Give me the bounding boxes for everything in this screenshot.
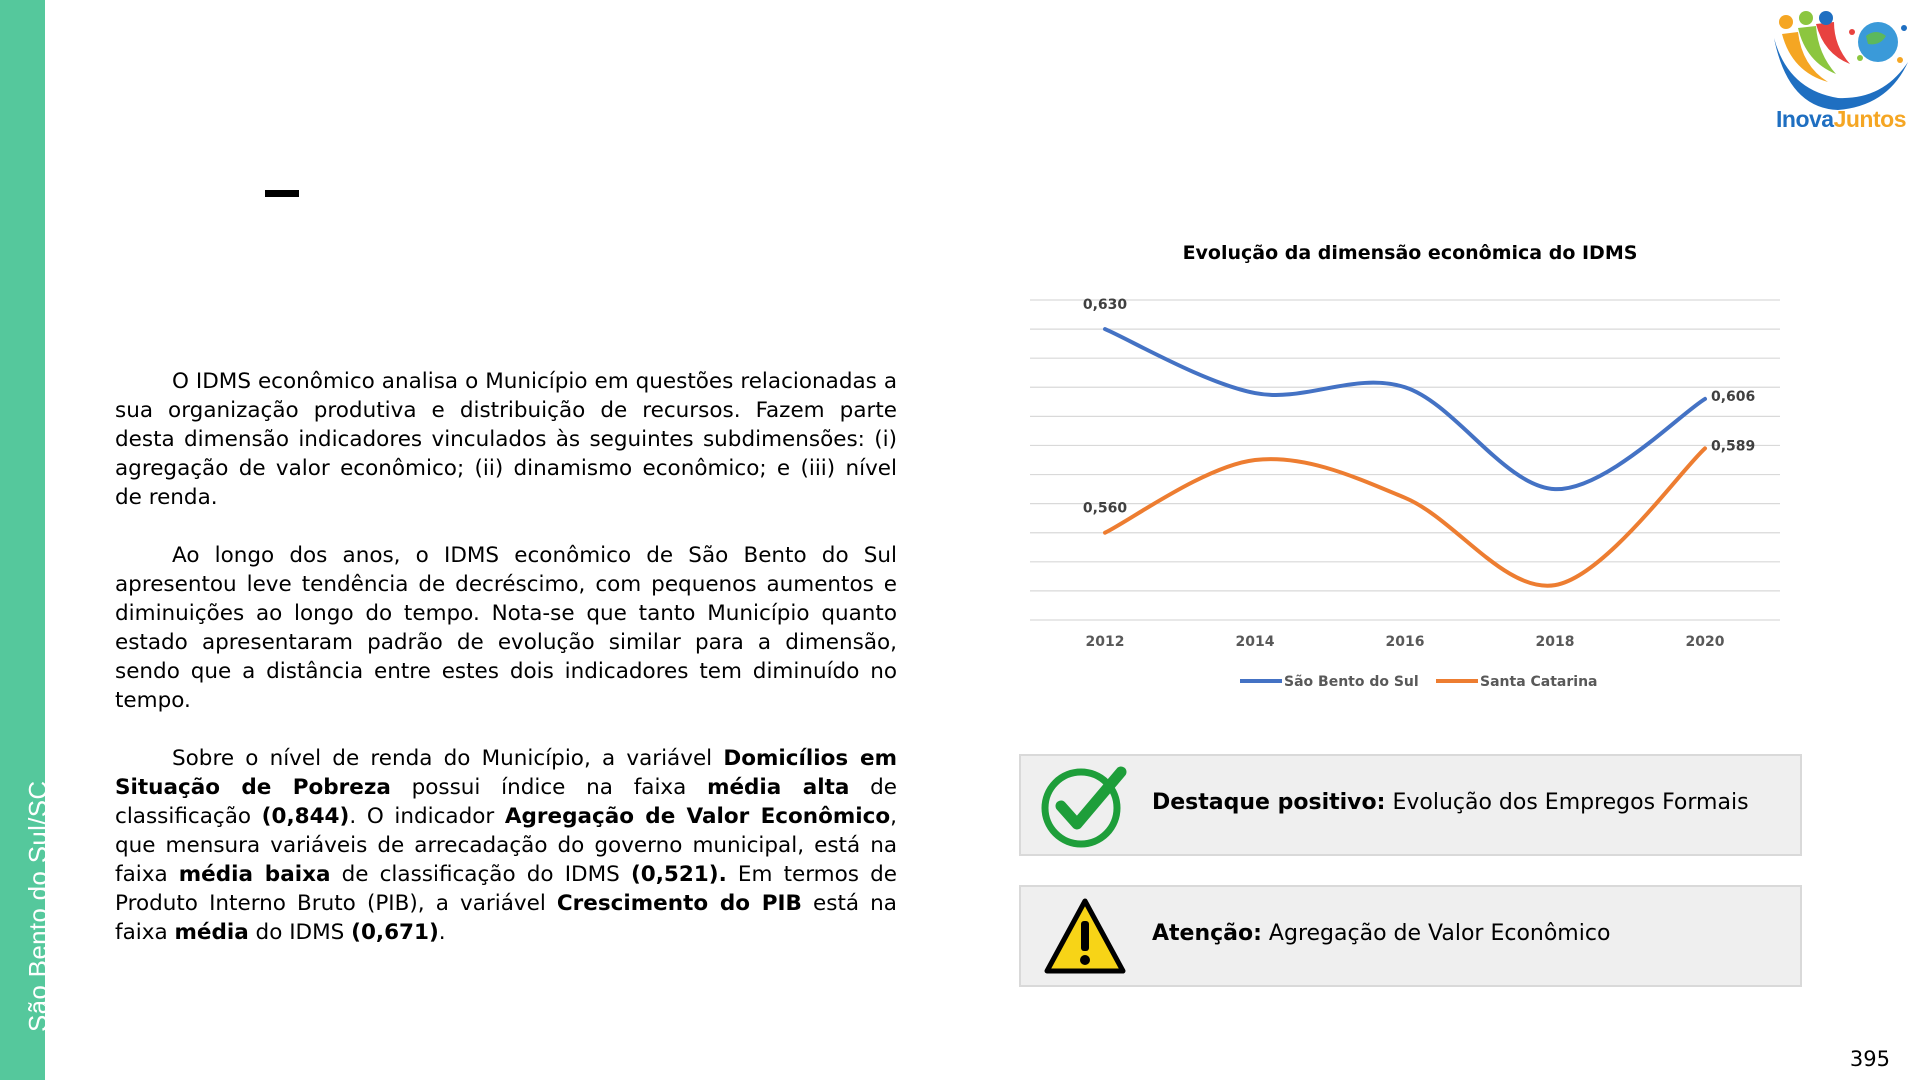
attention-label: Atenção:: [1152, 921, 1262, 946]
title-dash: [265, 190, 299, 197]
attention-text: Agregação de Valor Econômico: [1261, 921, 1611, 946]
sidebar: [0, 0, 53, 1080]
paragraph-2: Ao longo dos anos, o IDMS econômico de São Bento do Sul apresentou leve tendência de decréscimo, com pequenos aumentos e diminuições ao longo do tempo. Nota-se que tanto Município quanto estado apresentaram padrão de evolução similar para a dimensão, sendo que a distância entre estes dois indicadores tem diminuído no tempo.: [115, 543, 897, 713]
x-tick-label: 2020: [1685, 634, 1725, 650]
body-text: [115, 367, 897, 976]
line-chart: [1020, 280, 1800, 700]
legend-entry-2: Santa Catarina: [1480, 674, 1598, 690]
chart-title: Evolução da dimensão econômica do IDMS: [1182, 242, 1638, 264]
series-line-1: [1105, 329, 1705, 489]
data-label: 0,589: [1711, 438, 1756, 455]
x-tick-label: 2012: [1085, 634, 1125, 650]
data-label: 0,630: [1082, 297, 1128, 314]
positive-highlight-callout: [1019, 754, 1802, 856]
warning-icon: [1041, 893, 1129, 981]
page-number: 395: [1849, 1047, 1890, 1071]
attention-callout: [1019, 885, 1802, 987]
data-label: 0,606: [1711, 388, 1756, 405]
sidebar-label: São Bento do Sul/SC: [23, 780, 53, 1032]
paragraph-1: O IDMS econômico analisa o Município em questões relacionadas a sua organização produtiva e distribuição de recursos. Fazem parte desta dimensão indicadores vinculados às seguintes subdimensões: (i) agregação de valor econômico; (ii) dinamismo econômico; e (iii) nível de renda.: [115, 369, 897, 510]
x-tick-label: 2016: [1385, 634, 1425, 650]
check-icon: [1041, 762, 1129, 850]
positive-text: Evolução dos Empregos Formais: [1385, 790, 1749, 815]
logo-wordmark: InovaJuntos: [1776, 106, 1906, 132]
x-tick-label: 2018: [1535, 634, 1575, 650]
data-label: 0,560: [1082, 500, 1128, 517]
x-tick-label: 2014: [1235, 634, 1275, 650]
paragraph-3: Sobre o nível de renda do Município, a variável Domicílios em Situação de Pobreza possui índice na faixa média alta de classificação (0,844). O indicador Agregação de Valor Econômico, que mensura variáveis de arrecadação do governo municipal, está na faixa média baixa de classificação do IDMS (0,521). Em termos de Produto Interno Bruto (PIB), a variável Crescimento do PIB está na faixa média do IDMS (0,671).: [115, 746, 897, 945]
legend-entry-1: São Bento do Sul: [1284, 674, 1419, 690]
positive-label: Destaque positivo:: [1152, 790, 1386, 815]
